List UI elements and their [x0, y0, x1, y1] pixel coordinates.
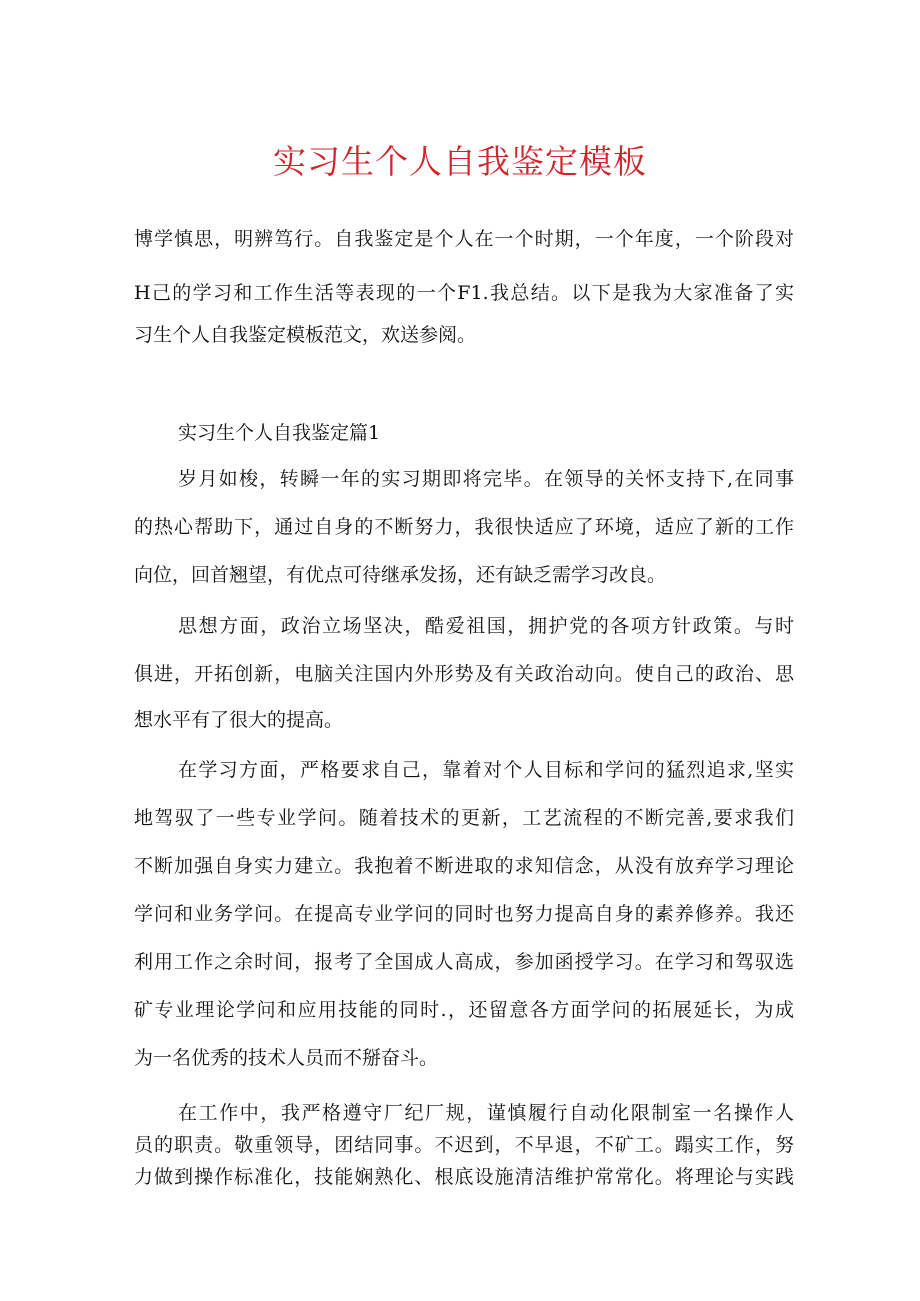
text-line: 学问和业务学问。在提高专业学问的同时也努力提高自身的素养修养。我还: [134, 903, 794, 925]
text-line: 思想方面，政治立场坚决，酷爱祖国，拥护党的各项方针政策。与时: [178, 615, 794, 637]
text-line: 的热心帮助下，通过自身的不断努力，我很快适应了环境，适应了新的工作: [134, 516, 794, 538]
text-line: 地驾驭了一些专业学问。随着技术的更新，工艺流程的不断完善,要求我们: [134, 807, 794, 829]
text-line: 习生个人自我鉴定模板范文，欢送参阅。: [134, 324, 477, 346]
text-line: 博学慎思，明辨笃行。自我鉴定是个人在一个时期，一个年度，一个阶段对: [134, 228, 794, 250]
text-line: 不断加强自身实力建立。我抱着不断进取的求知信念，从没有放弃学习理论: [134, 855, 794, 877]
text-line: 想水平有了很大的提高。: [134, 709, 344, 731]
text-line: H己的学习和工作生活等表现的一个F1.我总结。以下是我为大家准备了实: [134, 282, 794, 304]
text-line: 员的职责。敬重领导，团结同事。不迟到，不早退，不矿工。蹋实工作，努: [134, 1134, 794, 1156]
text-line: 俱进，开拓创新，电脑关注国内外形势及有关政治动向。使自己的政治、思: [134, 663, 794, 685]
text-line: 矿专业理论学问和应用技能的同时.，还留意各方面学问的拓展延长，为成: [134, 999, 794, 1021]
text-line: 向位，回首翘望，有优点可待继承发扬，还有缺乏需学习改良。: [134, 564, 667, 586]
document-title: 实习生个人自我鉴定模板: [273, 142, 647, 181]
section-heading: 实习生个人自我鉴定篇1: [178, 422, 381, 444]
text-line: 岁月如梭，转瞬一年的实习期即将完毕。在领导的关怀支持下,在同事: [178, 468, 794, 490]
text-line: 在学习方面，严格要求自己，靠着对个人目标和学问的猛烈追求,坚实: [178, 759, 794, 781]
text-line: 在工作中，我严格遵守厂纪厂规，谨慎履行自动化限制室一名操作人: [178, 1102, 794, 1124]
text-line: 为一名优秀的技术人员而不掰奋斗。: [134, 1047, 439, 1069]
text-line: 利用工作之余时间，报考了全国成人高成，参加函授学习。在学习和驾驭选: [134, 951, 794, 973]
text-line: 力做到操作标准化，技能娴熟化、根底设施清洁维护常常化。将理论与实践: [134, 1166, 794, 1188]
